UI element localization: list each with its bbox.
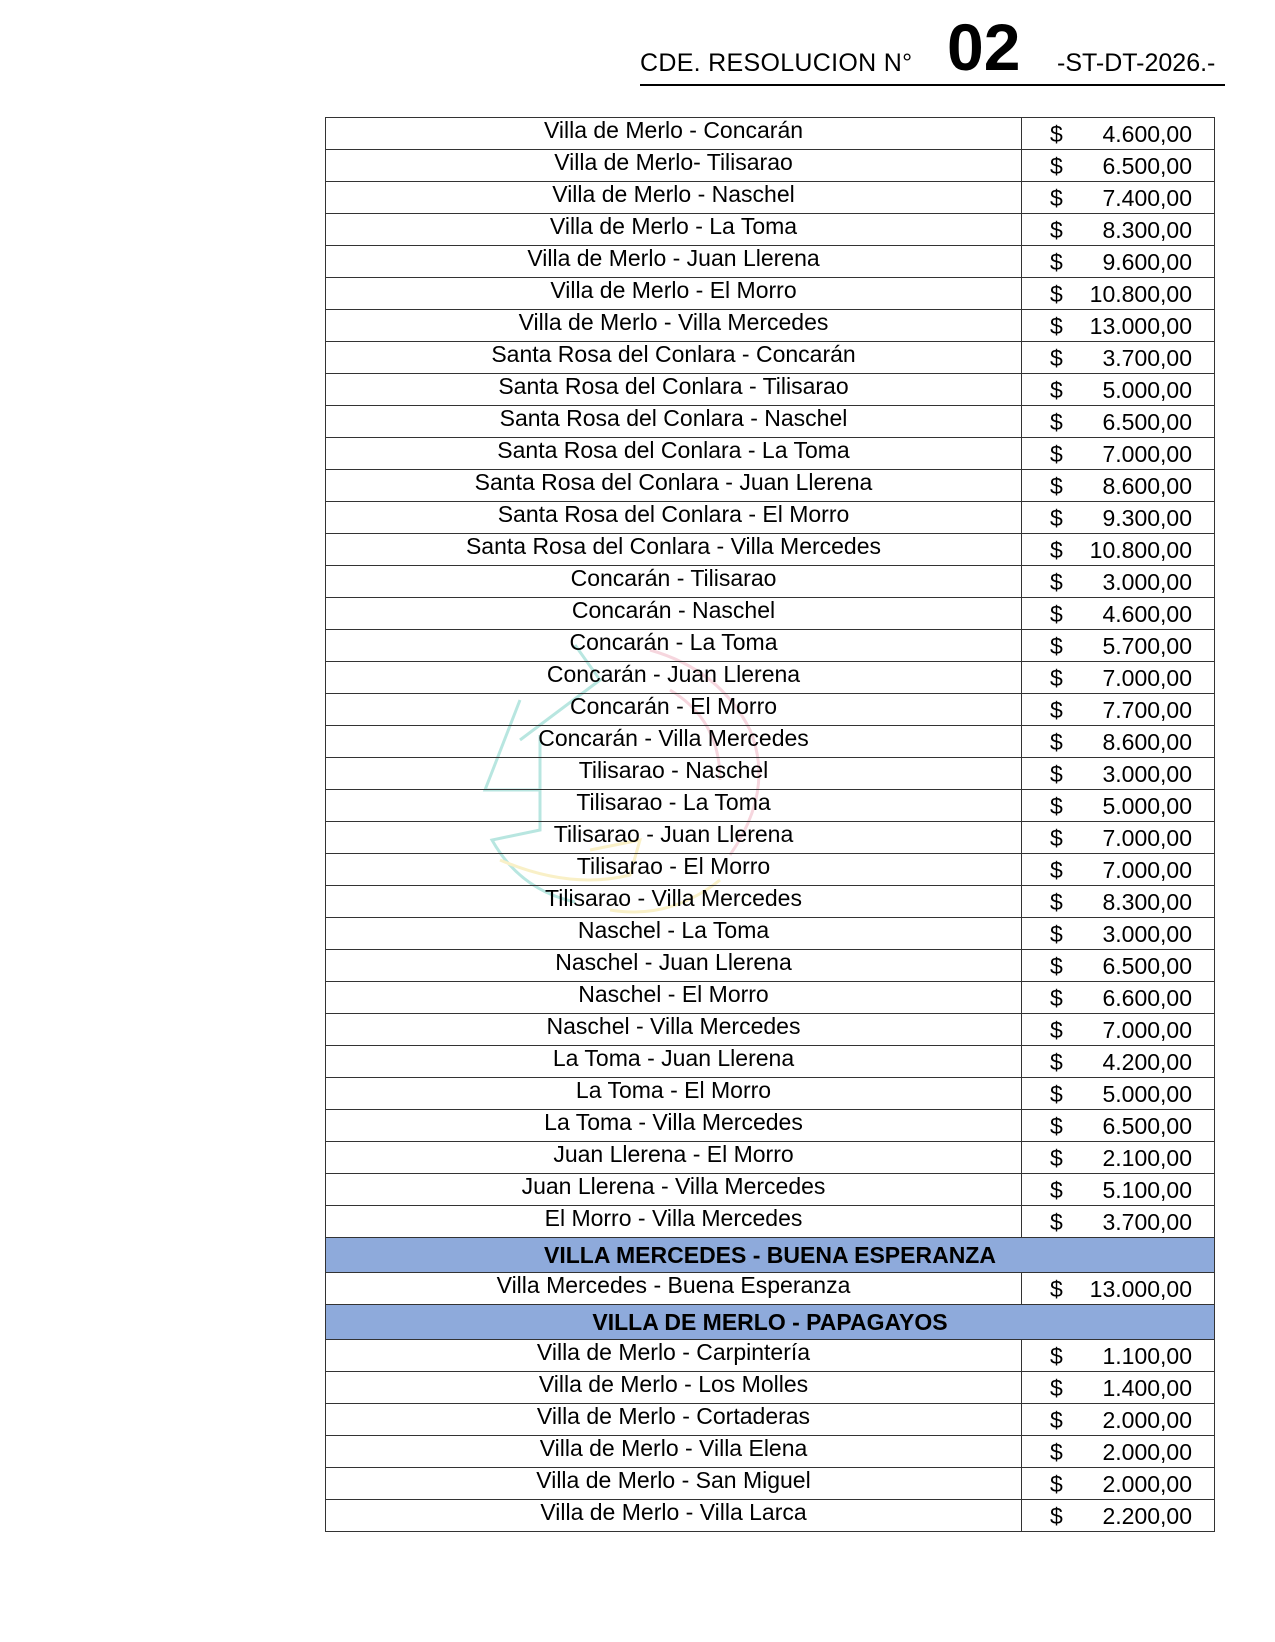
- route-cell: Villa de Merlo - Villa Elena: [326, 1436, 1022, 1468]
- fare-row: [326, 406, 1215, 438]
- fare-amount: 7.000,00: [1102, 1017, 1192, 1043]
- route-cell: Villa de Merlo - El Morro: [326, 278, 1022, 310]
- currency-symbol: $: [1050, 505, 1063, 531]
- currency-symbol: $: [1050, 761, 1063, 787]
- route-cell: Villa de Merlo - Cortaderas: [326, 1404, 1022, 1436]
- currency-symbol: $: [1050, 729, 1063, 755]
- price-cell: [1022, 214, 1215, 246]
- fare-amount: 9.300,00: [1102, 505, 1192, 531]
- fare-amount: 7.000,00: [1102, 857, 1192, 883]
- fare-amount: 7.000,00: [1102, 665, 1192, 691]
- price-cell: [1022, 1174, 1215, 1206]
- fare-amount: 4.600,00: [1102, 601, 1192, 627]
- price-cell: [1022, 854, 1215, 886]
- fare-row: [326, 278, 1215, 310]
- currency-symbol: $: [1050, 153, 1063, 179]
- currency-symbol: $: [1050, 1276, 1063, 1302]
- price-cell: [1022, 1142, 1215, 1174]
- fare-row: [326, 470, 1215, 502]
- fare-amount: 6.600,00: [1102, 985, 1192, 1011]
- price-cell: [1022, 1014, 1215, 1046]
- fare-amount: 6.500,00: [1102, 953, 1192, 979]
- currency-symbol: $: [1050, 601, 1063, 627]
- currency-symbol: $: [1050, 537, 1063, 563]
- route-cell: Villa Mercedes - Buena Esperanza: [326, 1273, 1022, 1305]
- fare-amount: 2.000,00: [1102, 1471, 1192, 1497]
- route-cell: Santa Rosa del Conlara - Tilisarao: [326, 374, 1022, 406]
- fare-amount: 6.500,00: [1102, 1113, 1192, 1139]
- route-cell: Villa de Merlo - Villa Larca: [326, 1500, 1022, 1532]
- route-cell: Santa Rosa del Conlara - El Morro: [326, 502, 1022, 534]
- route-cell: Villa de Merlo - Carpintería: [326, 1340, 1022, 1372]
- currency-symbol: $: [1050, 1017, 1063, 1043]
- fare-row: [326, 886, 1215, 918]
- price-cell: [1022, 1372, 1215, 1404]
- price-cell: [1022, 822, 1215, 854]
- fare-row: [326, 1436, 1215, 1468]
- fare-amount: 4.600,00: [1102, 121, 1192, 147]
- route-cell: Juan Llerena - El Morro: [326, 1142, 1022, 1174]
- currency-symbol: $: [1050, 1343, 1063, 1369]
- price-cell: [1022, 342, 1215, 374]
- section-header-row: [326, 1305, 1215, 1340]
- fare-row: [326, 1046, 1215, 1078]
- fare-amount: 1.100,00: [1102, 1343, 1192, 1369]
- fare-amount: 5.700,00: [1102, 633, 1192, 659]
- price-cell: [1022, 1046, 1215, 1078]
- currency-symbol: $: [1050, 345, 1063, 371]
- fare-row: [326, 502, 1215, 534]
- fare-amount: 13.000,00: [1089, 1276, 1192, 1302]
- fare-row: [326, 918, 1215, 950]
- price-cell: [1022, 534, 1215, 566]
- fare-amount: 13.000,00: [1089, 313, 1192, 339]
- currency-symbol: $: [1050, 281, 1063, 307]
- currency-symbol: $: [1050, 185, 1063, 211]
- fare-amount: 6.500,00: [1102, 153, 1192, 179]
- route-cell: Tilisarao - Naschel: [326, 758, 1022, 790]
- price-cell: [1022, 470, 1215, 502]
- price-cell: [1022, 150, 1215, 182]
- price-cell: [1022, 694, 1215, 726]
- fare-row: [326, 630, 1215, 662]
- currency-symbol: $: [1050, 1177, 1063, 1203]
- fare-amount: 7.000,00: [1102, 825, 1192, 851]
- fare-row: [326, 310, 1215, 342]
- currency-symbol: $: [1050, 217, 1063, 243]
- route-cell: Villa de Merlo - Juan Llerena: [326, 246, 1022, 278]
- fares-table-body: [326, 118, 1215, 1532]
- currency-symbol: $: [1050, 857, 1063, 883]
- currency-symbol: $: [1050, 1407, 1063, 1433]
- price-cell: [1022, 374, 1215, 406]
- route-cell: Villa de Merlo - Naschel: [326, 182, 1022, 214]
- route-cell: Naschel - La Toma: [326, 918, 1022, 950]
- price-cell: [1022, 918, 1215, 950]
- fare-amount: 1.400,00: [1102, 1375, 1192, 1401]
- section-header-row: [326, 1238, 1215, 1273]
- currency-symbol: $: [1050, 1471, 1063, 1497]
- fare-row: [326, 438, 1215, 470]
- fare-amount: 8.300,00: [1102, 889, 1192, 915]
- currency-symbol: $: [1050, 665, 1063, 691]
- price-cell: [1022, 118, 1215, 150]
- fare-row: [326, 950, 1215, 982]
- currency-symbol: $: [1050, 985, 1063, 1011]
- route-cell: Santa Rosa del Conlara - Concarán: [326, 342, 1022, 374]
- fare-row: [326, 598, 1215, 630]
- fare-amount: 3.000,00: [1102, 921, 1192, 947]
- fare-amount: 8.300,00: [1102, 217, 1192, 243]
- fare-amount: 3.000,00: [1102, 569, 1192, 595]
- route-cell: El Morro - Villa Mercedes: [326, 1206, 1022, 1238]
- currency-symbol: $: [1050, 1439, 1063, 1465]
- resolution-header: [640, 10, 1225, 86]
- currency-symbol: $: [1050, 825, 1063, 851]
- currency-symbol: $: [1050, 889, 1063, 915]
- fare-row: [326, 1340, 1215, 1372]
- route-cell: Tilisarao - Juan Llerena: [326, 822, 1022, 854]
- route-cell: Santa Rosa del Conlara - Villa Mercedes: [326, 534, 1022, 566]
- fare-row: [326, 1078, 1215, 1110]
- fare-amount: 5.000,00: [1102, 1081, 1192, 1107]
- route-cell: Tilisarao - Villa Mercedes: [326, 886, 1022, 918]
- route-cell: Concarán - Naschel: [326, 598, 1022, 630]
- price-cell: [1022, 726, 1215, 758]
- currency-symbol: $: [1050, 473, 1063, 499]
- price-cell: [1022, 662, 1215, 694]
- fare-amount: 5.000,00: [1102, 793, 1192, 819]
- fare-row: [326, 374, 1215, 406]
- price-cell: [1022, 1078, 1215, 1110]
- route-cell: Villa de Merlo- Tilisarao: [326, 150, 1022, 182]
- fare-amount: 5.100,00: [1102, 1177, 1192, 1203]
- fare-row: [326, 1174, 1215, 1206]
- fare-row: [326, 758, 1215, 790]
- price-cell: [1022, 790, 1215, 822]
- route-cell: Villa de Merlo - San Miguel: [326, 1468, 1022, 1500]
- fare-amount: 7.400,00: [1102, 185, 1192, 211]
- route-cell: Santa Rosa del Conlara - Juan Llerena: [326, 470, 1022, 502]
- price-cell: [1022, 886, 1215, 918]
- fare-row: [326, 182, 1215, 214]
- fare-amount: 7.000,00: [1102, 441, 1192, 467]
- currency-symbol: $: [1050, 377, 1063, 403]
- currency-symbol: $: [1050, 409, 1063, 435]
- fare-amount: 5.000,00: [1102, 377, 1192, 403]
- resolution-prefix: CDE. RESOLUCION N°: [640, 49, 913, 77]
- fare-row: [326, 790, 1215, 822]
- fare-row: [326, 118, 1215, 150]
- price-cell: [1022, 950, 1215, 982]
- route-cell: Tilisarao - El Morro: [326, 854, 1022, 886]
- price-cell: [1022, 982, 1215, 1014]
- price-cell: [1022, 406, 1215, 438]
- price-cell: [1022, 278, 1215, 310]
- fare-row: [326, 1142, 1215, 1174]
- price-cell: [1022, 310, 1215, 342]
- fare-amount: 2.200,00: [1102, 1503, 1192, 1529]
- fare-row: [326, 1372, 1215, 1404]
- fare-row: [326, 1273, 1215, 1305]
- route-cell: La Toma - Villa Mercedes: [326, 1110, 1022, 1142]
- route-cell: Naschel - El Morro: [326, 982, 1022, 1014]
- fare-amount: 3.000,00: [1102, 761, 1192, 787]
- price-cell: [1022, 758, 1215, 790]
- route-cell: Villa de Merlo - La Toma: [326, 214, 1022, 246]
- fare-row: [326, 854, 1215, 886]
- price-cell: [1022, 566, 1215, 598]
- price-cell: [1022, 502, 1215, 534]
- route-cell: Santa Rosa del Conlara - Naschel: [326, 406, 1022, 438]
- currency-symbol: $: [1050, 441, 1063, 467]
- fare-row: [326, 534, 1215, 566]
- currency-symbol: $: [1050, 697, 1063, 723]
- route-cell: Tilisarao - La Toma: [326, 790, 1022, 822]
- fare-row: [326, 214, 1215, 246]
- price-cell: [1022, 1436, 1215, 1468]
- currency-symbol: $: [1050, 313, 1063, 339]
- fare-row: [326, 1110, 1215, 1142]
- price-cell: [1022, 438, 1215, 470]
- price-cell: [1022, 182, 1215, 214]
- route-cell: Concarán - Tilisarao: [326, 566, 1022, 598]
- route-cell: Villa de Merlo - Los Molles: [326, 1372, 1022, 1404]
- fare-amount: 6.500,00: [1102, 409, 1192, 435]
- fare-amount: 8.600,00: [1102, 729, 1192, 755]
- fare-row: [326, 982, 1215, 1014]
- fare-amount: 8.600,00: [1102, 473, 1192, 499]
- currency-symbol: $: [1050, 633, 1063, 659]
- fare-row: [326, 1500, 1215, 1532]
- fare-row: [326, 662, 1215, 694]
- fare-amount: 4.200,00: [1102, 1049, 1192, 1075]
- currency-symbol: $: [1050, 1081, 1063, 1107]
- route-cell: Concarán - Juan Llerena: [326, 662, 1022, 694]
- route-cell: Naschel - Juan Llerena: [326, 950, 1022, 982]
- fare-amount: 9.600,00: [1102, 249, 1192, 275]
- price-cell: [1022, 1273, 1215, 1305]
- currency-symbol: $: [1050, 1375, 1063, 1401]
- fare-amount: 3.700,00: [1102, 1209, 1192, 1235]
- fare-row: [326, 1014, 1215, 1046]
- fare-row: [326, 694, 1215, 726]
- currency-symbol: $: [1050, 1209, 1063, 1235]
- fare-amount: 3.700,00: [1102, 345, 1192, 371]
- currency-symbol: $: [1050, 1503, 1063, 1529]
- fare-row: [326, 246, 1215, 278]
- fare-amount: 7.700,00: [1102, 697, 1192, 723]
- fare-amount: 10.800,00: [1089, 281, 1192, 307]
- route-cell: Villa de Merlo - Villa Mercedes: [326, 310, 1022, 342]
- route-cell: Villa de Merlo - Concarán: [326, 118, 1022, 150]
- price-cell: [1022, 1340, 1215, 1372]
- fare-row: [326, 1404, 1215, 1436]
- route-cell: La Toma - El Morro: [326, 1078, 1022, 1110]
- fare-row: [326, 1468, 1215, 1500]
- price-cell: [1022, 1206, 1215, 1238]
- currency-symbol: $: [1050, 1113, 1063, 1139]
- resolution-suffix: -ST-DT-2026.-: [1057, 49, 1216, 77]
- route-cell: La Toma - Juan Llerena: [326, 1046, 1022, 1078]
- fare-row: [326, 726, 1215, 758]
- currency-symbol: $: [1050, 121, 1063, 147]
- price-cell: [1022, 1110, 1215, 1142]
- price-cell: [1022, 1404, 1215, 1436]
- resolution-number: 02: [947, 10, 1021, 84]
- price-cell: [1022, 1468, 1215, 1500]
- fare-row: [326, 1206, 1215, 1238]
- route-cell: Santa Rosa del Conlara - La Toma: [326, 438, 1022, 470]
- currency-symbol: $: [1050, 921, 1063, 947]
- fare-amount: 2.000,00: [1102, 1407, 1192, 1433]
- route-cell: Concarán - Villa Mercedes: [326, 726, 1022, 758]
- fare-amount: 2.100,00: [1102, 1145, 1192, 1171]
- section-title: VILLA MERCEDES - BUENA ESPERANZA: [326, 1238, 1215, 1273]
- fare-row: [326, 822, 1215, 854]
- route-cell: Concarán - El Morro: [326, 694, 1022, 726]
- fares-table: [325, 117, 1215, 1532]
- section-title: VILLA DE MERLO - PAPAGAYOS: [326, 1305, 1215, 1340]
- currency-symbol: $: [1050, 569, 1063, 595]
- price-cell: [1022, 630, 1215, 662]
- fare-row: [326, 566, 1215, 598]
- fare-amount: 10.800,00: [1089, 537, 1192, 563]
- price-cell: [1022, 1500, 1215, 1532]
- route-cell: Naschel - Villa Mercedes: [326, 1014, 1022, 1046]
- fare-row: [326, 150, 1215, 182]
- currency-symbol: $: [1050, 953, 1063, 979]
- fare-amount: 2.000,00: [1102, 1439, 1192, 1465]
- fare-row: [326, 342, 1215, 374]
- price-cell: [1022, 598, 1215, 630]
- route-cell: Concarán - La Toma: [326, 630, 1022, 662]
- currency-symbol: $: [1050, 793, 1063, 819]
- route-cell: Juan Llerena - Villa Mercedes: [326, 1174, 1022, 1206]
- currency-symbol: $: [1050, 1145, 1063, 1171]
- currency-symbol: $: [1050, 249, 1063, 275]
- price-cell: [1022, 246, 1215, 278]
- currency-symbol: $: [1050, 1049, 1063, 1075]
